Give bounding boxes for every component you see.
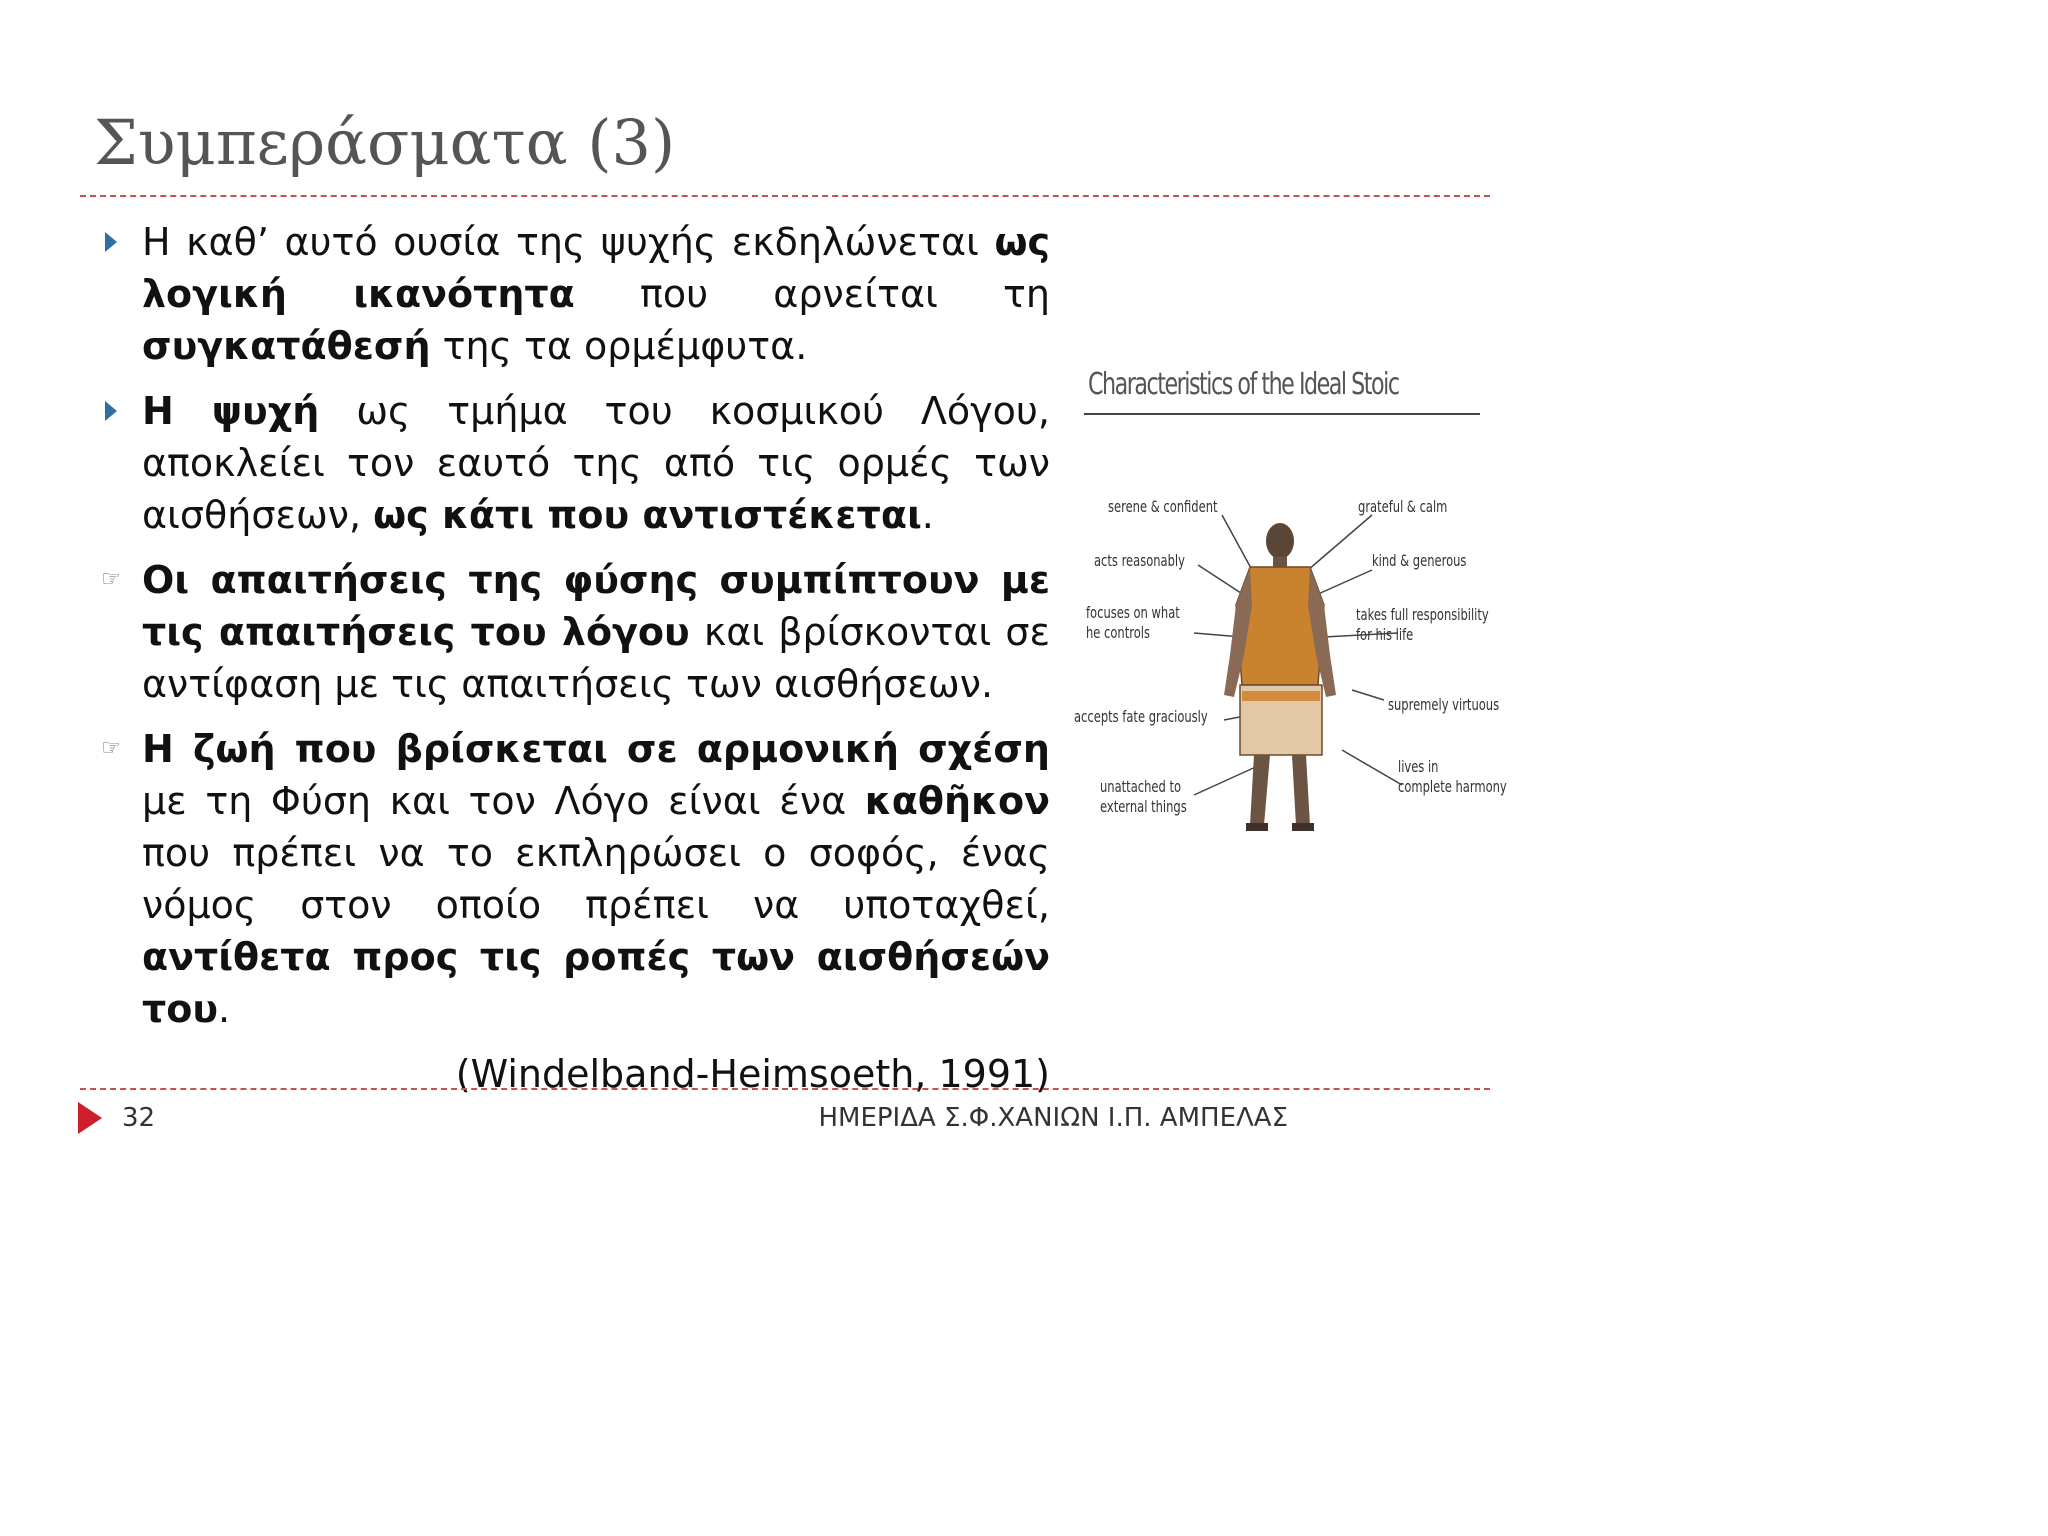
bullet-text-emphasis: ως κάτι που αντιστέκεται <box>373 493 922 537</box>
figure-label: acts reasonably <box>1094 551 1185 570</box>
stoic-illustration <box>1072 355 1532 855</box>
figure-label: takes full responsibility for his life <box>1356 605 1489 644</box>
figure-label: lives in complete harmony <box>1398 757 1507 796</box>
bullet-text-segment: που αρνείται τη <box>574 272 1050 316</box>
bullet-text-emphasis: καθῆκον <box>864 779 1050 823</box>
citation: (Windelband-Heimsoeth, 1991) <box>455 1052 1050 1096</box>
bullet-text <box>142 558 1050 706</box>
pointing-hand-icon: ☞ <box>101 567 121 592</box>
footer-text: ΗΜΕΡΙΔΑ Σ.Φ.ΧΑΝΙΩΝ Ι.Π. ΑΜΠΕΛΑΣ <box>818 1103 1288 1133</box>
bullet-text-emphasis: ως λογική ικανότητα <box>142 220 1050 316</box>
slide-title: Συμπεράσματα (3) <box>94 106 676 179</box>
bullet-text-segment: που πρέπει να το εκπληρώσει ο σοφός, ένας νόμος στον οποίο πρέπει να υποταχθεί, <box>142 831 1050 927</box>
bullet-text-emphasis: συγκατάθεσή <box>142 324 431 368</box>
figure-title: Characteristics of the Ideal Stoic <box>1088 367 1399 402</box>
bullet-text-emphasis: Οι απαιτήσεις της φύσης συμπίπτουν με τις απαιτήσεις του λόγου <box>142 558 1050 654</box>
figure-label: kind & generous <box>1372 551 1467 570</box>
top-divider <box>80 195 1490 197</box>
bullet-text <box>142 727 1050 1031</box>
bullet-text-segment: της τα ορμέμφυτα. <box>430 324 808 368</box>
bullet-text-segment: . <box>218 987 231 1031</box>
bullet-item <box>142 385 1050 541</box>
bullet-text <box>142 389 1050 537</box>
bullet-text-segment: με τη Φύση και τον Λόγο είναι ένα <box>142 779 865 823</box>
figure-label: supremely virtuous <box>1388 695 1500 714</box>
pointing-hand-icon: ☞ <box>101 736 121 761</box>
bullet-item <box>101 554 1051 710</box>
bullet-item <box>142 216 1050 372</box>
stoic-figure-icon <box>1224 523 1336 831</box>
bullet-text-segment: Η καθ’ αυτό ουσία της ψυχής εκδηλώνεται <box>142 220 995 264</box>
figure-label: grateful & calm <box>1358 497 1448 516</box>
bullet-text <box>142 220 1050 368</box>
bullet-text-segment: και βρίσκονται σε αντίφαση με τις απαιτήσεις των αισθήσεων. <box>142 610 1051 706</box>
triangle-bullet-icon <box>96 385 126 437</box>
bullet-item <box>101 723 1050 1035</box>
bullet-text-segment: . <box>921 493 934 537</box>
bullet-text-emphasis: αντίθετα προς τις ροπές των αισθήσεών του <box>142 935 1050 1031</box>
figure-label: focuses on what he controls <box>1086 603 1180 642</box>
figure-label: unattached to external things <box>1100 777 1187 816</box>
triangle-bullet-icon <box>96 216 126 268</box>
bullet-text-emphasis: Η ψυχή <box>142 389 320 433</box>
bullet-text-emphasis: Η ζωή που βρίσκεται σε αρμονική σχέση <box>142 727 1050 771</box>
bullet-list <box>101 216 1051 1100</box>
page-number: 32 <box>122 1103 156 1133</box>
footer-arrow-icon <box>78 1102 102 1134</box>
bullet-text-segment: ως τμήμα του κοσμικού Λόγου, αποκλείει τον εαυτό της από τις ορμές των αισθήσεων, <box>142 389 1050 537</box>
figure-label: accepts fate graciously <box>1074 707 1208 726</box>
bottom-divider <box>80 1088 1490 1090</box>
figure-label: serene & confident <box>1108 497 1218 516</box>
